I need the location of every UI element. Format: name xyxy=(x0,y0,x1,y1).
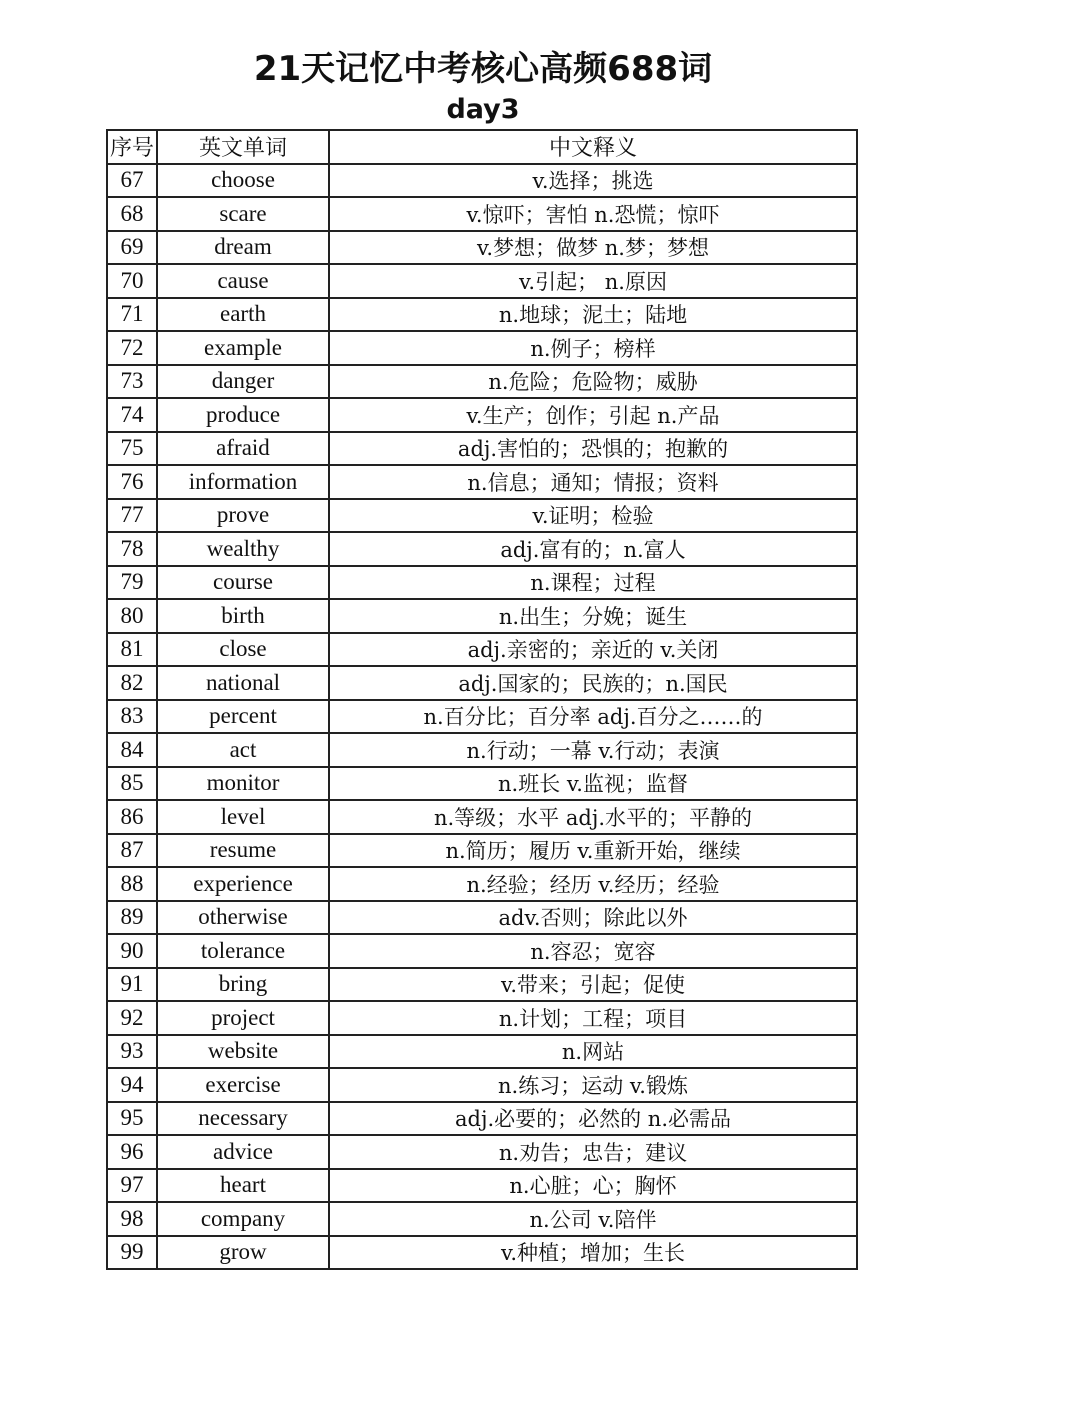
row-number: 95 xyxy=(107,1102,157,1136)
row-number: 96 xyxy=(107,1135,157,1169)
row-number: 68 xyxy=(107,197,157,231)
row-number: 73 xyxy=(107,365,157,399)
table-row xyxy=(107,800,857,834)
table-row xyxy=(107,331,857,365)
row-number: 76 xyxy=(107,465,157,499)
english-word: produce xyxy=(157,398,329,432)
table-row xyxy=(107,733,857,767)
table-row xyxy=(107,934,857,968)
english-word: wealthy xyxy=(157,532,329,566)
table-row xyxy=(107,298,857,332)
table-row xyxy=(107,1202,857,1236)
header-number: 序号 xyxy=(107,130,157,164)
row-number: 81 xyxy=(107,633,157,667)
english-word: course xyxy=(157,566,329,600)
row-number: 85 xyxy=(107,767,157,801)
english-word: grow xyxy=(157,1236,329,1270)
chinese-meaning: n.计划；工程；项目 xyxy=(329,1001,857,1035)
table-row xyxy=(107,700,857,734)
table-row xyxy=(107,633,857,667)
table-row xyxy=(107,1135,857,1169)
row-number: 94 xyxy=(107,1068,157,1102)
chinese-meaning: adj.必要的；必然的 n.必需品 xyxy=(329,1102,857,1136)
chinese-meaning: n.网站 xyxy=(329,1035,857,1069)
page-subtitle: day3 xyxy=(446,94,520,125)
row-number: 80 xyxy=(107,599,157,633)
english-word: experience xyxy=(157,867,329,901)
english-word: heart xyxy=(157,1169,329,1203)
row-number: 75 xyxy=(107,432,157,466)
table-row xyxy=(107,499,857,533)
chinese-meaning: n.容忍；宽容 xyxy=(329,934,857,968)
english-word: danger xyxy=(157,365,329,399)
table-row xyxy=(107,197,857,231)
chinese-meaning: adj.亲密的；亲近的 v.关闭 xyxy=(329,633,857,667)
english-word: cause xyxy=(157,264,329,298)
english-word: dream xyxy=(157,231,329,265)
english-word: information xyxy=(157,465,329,499)
row-number: 97 xyxy=(107,1169,157,1203)
table-row xyxy=(107,398,857,432)
table-row xyxy=(107,834,857,868)
english-word: act xyxy=(157,733,329,767)
chinese-meaning: v.生产；创作；引起 n.产品 xyxy=(329,398,857,432)
english-word: bring xyxy=(157,968,329,1002)
table-row xyxy=(107,432,857,466)
row-number: 74 xyxy=(107,398,157,432)
row-number: 88 xyxy=(107,867,157,901)
row-number: 79 xyxy=(107,566,157,600)
english-word: scare xyxy=(157,197,329,231)
english-word: choose xyxy=(157,164,329,198)
english-word: prove xyxy=(157,499,329,533)
english-word: birth xyxy=(157,599,329,633)
table-row xyxy=(107,1169,857,1203)
row-number: 91 xyxy=(107,968,157,1002)
row-number: 67 xyxy=(107,164,157,198)
english-word: level xyxy=(157,800,329,834)
chinese-meaning: n.练习；运动 v.锻炼 xyxy=(329,1068,857,1102)
chinese-meaning: v.引起； n.原因 xyxy=(329,264,857,298)
english-word: example xyxy=(157,331,329,365)
english-word: website xyxy=(157,1035,329,1069)
row-number: 78 xyxy=(107,532,157,566)
table-body xyxy=(107,164,857,1270)
table-row xyxy=(107,532,857,566)
header-meaning: 中文释义 xyxy=(329,130,857,164)
table-row xyxy=(107,566,857,600)
chinese-meaning: n.经验；经历 v.经历；经验 xyxy=(329,867,857,901)
table-row xyxy=(107,1102,857,1136)
english-word: percent xyxy=(157,700,329,734)
chinese-meaning: v.惊吓；害怕 n.恐慌；惊吓 xyxy=(329,197,857,231)
chinese-meaning: n.危险；危险物；威胁 xyxy=(329,365,857,399)
english-word: national xyxy=(157,666,329,700)
chinese-meaning: n.例子；榜样 xyxy=(329,331,857,365)
row-number: 93 xyxy=(107,1035,157,1069)
chinese-meaning: n.百分比；百分率 adj.百分之……的 xyxy=(329,700,857,734)
row-number: 87 xyxy=(107,834,157,868)
table-row xyxy=(107,465,857,499)
table-row xyxy=(107,599,857,633)
chinese-meaning: n.等级；水平 adj.水平的；平静的 xyxy=(329,800,857,834)
chinese-meaning: v.梦想；做梦 n.梦；梦想 xyxy=(329,231,857,265)
chinese-meaning: v.选择；挑选 xyxy=(329,164,857,198)
row-number: 69 xyxy=(107,231,157,265)
row-number: 92 xyxy=(107,1001,157,1035)
english-word: project xyxy=(157,1001,329,1035)
chinese-meaning: n.课程；过程 xyxy=(329,566,857,600)
table-row xyxy=(107,231,857,265)
chinese-meaning: n.劝告；忠告；建议 xyxy=(329,1135,857,1169)
chinese-meaning: n.出生；分娩；诞生 xyxy=(329,599,857,633)
vocabulary-table xyxy=(106,129,858,1270)
table-row xyxy=(107,901,857,935)
row-number: 82 xyxy=(107,666,157,700)
chinese-meaning: adv.否则；除此以外 xyxy=(329,901,857,935)
chinese-meaning: n.行动；一幕 v.行动；表演 xyxy=(329,733,857,767)
chinese-meaning: v.证明；检验 xyxy=(329,499,857,533)
chinese-meaning: n.公司 v.陪伴 xyxy=(329,1202,857,1236)
table-row xyxy=(107,365,857,399)
chinese-meaning: n.心脏；心；胸怀 xyxy=(329,1169,857,1203)
english-word: necessary xyxy=(157,1102,329,1136)
row-number: 86 xyxy=(107,800,157,834)
row-number: 72 xyxy=(107,331,157,365)
english-word: otherwise xyxy=(157,901,329,935)
row-number: 70 xyxy=(107,264,157,298)
table-row xyxy=(107,968,857,1002)
table-header-row xyxy=(107,130,857,164)
english-word: monitor xyxy=(157,767,329,801)
row-number: 89 xyxy=(107,901,157,935)
row-number: 84 xyxy=(107,733,157,767)
english-word: tolerance xyxy=(157,934,329,968)
chinese-meaning: n.地球；泥土；陆地 xyxy=(329,298,857,332)
chinese-meaning: adj.国家的；民族的；n.国民 xyxy=(329,666,857,700)
table-row xyxy=(107,1068,857,1102)
english-word: company xyxy=(157,1202,329,1236)
row-number: 71 xyxy=(107,298,157,332)
english-word: afraid xyxy=(157,432,329,466)
table-row xyxy=(107,1236,857,1270)
table-row xyxy=(107,164,857,198)
chinese-meaning: n.班长 v.监视；监督 xyxy=(329,767,857,801)
row-number: 99 xyxy=(107,1236,157,1270)
english-word: advice xyxy=(157,1135,329,1169)
table-row xyxy=(107,767,857,801)
chinese-meaning: adj.富有的；n.富人 xyxy=(329,532,857,566)
table-row xyxy=(107,666,857,700)
english-word: close xyxy=(157,633,329,667)
header-word: 英文单词 xyxy=(157,130,329,164)
english-word: exercise xyxy=(157,1068,329,1102)
row-number: 77 xyxy=(107,499,157,533)
row-number: 90 xyxy=(107,934,157,968)
chinese-meaning: adj.害怕的；恐惧的；抱歉的 xyxy=(329,432,857,466)
chinese-meaning: v.带来；引起；促使 xyxy=(329,968,857,1002)
table-row xyxy=(107,264,857,298)
table-row xyxy=(107,1001,857,1035)
row-number: 98 xyxy=(107,1202,157,1236)
chinese-meaning: n.信息；通知；情报；资料 xyxy=(329,465,857,499)
english-word: resume xyxy=(157,834,329,868)
table-row xyxy=(107,867,857,901)
english-word: earth xyxy=(157,298,329,332)
chinese-meaning: n.简历；履历 v.重新开始，继续 xyxy=(329,834,857,868)
page-title: 21天记忆中考核心高频688词 xyxy=(253,49,713,89)
row-number: 83 xyxy=(107,700,157,734)
chinese-meaning: v.种植；增加；生长 xyxy=(329,1236,857,1270)
table-row xyxy=(107,1035,857,1069)
